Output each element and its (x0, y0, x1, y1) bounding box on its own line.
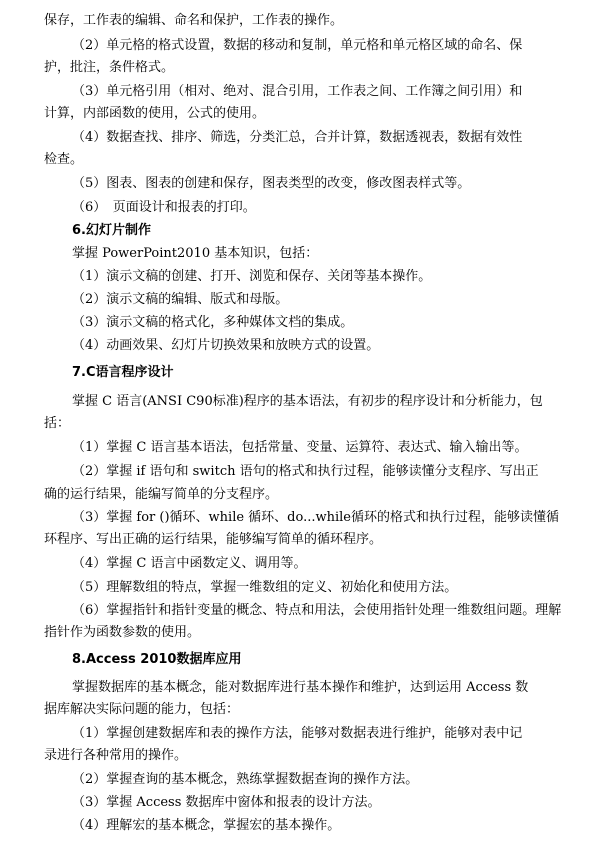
text-line: （4）理解宏的基本概念，掌握宏的基本操作。 (72, 818, 341, 833)
text-line: 计算，内部函数的使用，公式的使用。 (44, 106, 266, 121)
text-line: 确的运行结果，能编写简单的分支程序。 (44, 487, 279, 502)
text-line: 环程序、写出正确的运行结果，能够编写简单的循环程序。 (44, 532, 383, 547)
text-line: （1）掌握 C 语言基本语法，包括常量、变量、运算符、表达式、输入输出等。 (72, 440, 528, 455)
text-line: （6）掌握指针和指针变量的概念、特点和用法，会使用指针处理一维数组问题。理解 (72, 603, 562, 618)
section-heading: 7.C语言程序设计 (72, 365, 174, 380)
text-line: （4）数据查找、排序、筛选，分类汇总，合并计算，数据透视表，数据有效性 (72, 130, 523, 145)
text-line: 括： (44, 416, 71, 431)
text-line: 护，批注，条件格式。 (44, 60, 175, 75)
text-line: （3）掌握 Access 数据库中窗体和报表的设计方法。 (72, 795, 381, 810)
text-line: （3）掌握 for ()循环、while 循环、do...while循环的格式和执行过程，能够读懂循 (72, 510, 559, 525)
text-line: （6） 页面设计和报表的打印。 (72, 200, 256, 215)
text-line: 掌握 C 语言(ANSI C90标准)程序的基本语法，有初步的程序设计和分析能力，包 (72, 394, 543, 409)
text-line: （2）演示文稿的编辑、版式和母版。 (72, 292, 289, 307)
text-line: 据库解决实际问题的能力，包括： (44, 702, 240, 717)
text-line: 指针作为函数参数的使用。 (44, 625, 201, 640)
text-line: （3）演示文稿的格式化，多种媒体文档的集成。 (72, 315, 354, 330)
text-line: （4）掌握 C 语言中函数定义、调用等。 (72, 556, 307, 571)
text-line: 掌握数据库的基本概念，能对数据库进行基本操作和维护，达到运用 Access 数 (72, 680, 529, 695)
text-line: （2）掌握查询的基本概念，熟练掌握数据查询的操作方法。 (72, 772, 419, 787)
text-line: （1）掌握创建数据库和表的操作方法，能够对数据表进行维护，能够对表中记 (72, 726, 523, 741)
text-line: （2）单元格的格式设置，数据的移动和复制，单元格和单元格区域的命名、保 (72, 38, 523, 53)
text-line: （5）图表、图表的创建和保存，图表类型的改变，修改图表样式等。 (72, 176, 471, 191)
text-line: 保存，工作表的编辑、命名和保护，工作表的操作。 (44, 13, 344, 28)
text-line: 掌握 PowerPoint2010 基本知识，包括： (72, 246, 319, 261)
text-line: （2）掌握 if 语句和 switch 语句的格式和执行过程，能够读懂分支程序、写出正 (72, 464, 539, 479)
section-heading: 6.幻灯片制作 (72, 223, 151, 238)
text-line: （3）单元格引用（相对、绝对、混合引用，工作表之间、工作簿之间引用）和 (72, 84, 523, 99)
text-line: （1）演示文稿的创建、打开、浏览和保存、关闭等基本操作。 (72, 269, 432, 284)
text-line: 检查。 (44, 152, 84, 167)
text-line: 录进行各种常用的操作。 (44, 748, 188, 763)
text-line: （4）动画效果、幻灯片切换效果和放映方式的设置。 (72, 338, 380, 353)
text-line: （5）理解数组的特点，掌握一维数组的定义、初始化和使用方法。 (72, 580, 458, 595)
section-heading: 8.Access 2010数据库应用 (72, 652, 242, 667)
